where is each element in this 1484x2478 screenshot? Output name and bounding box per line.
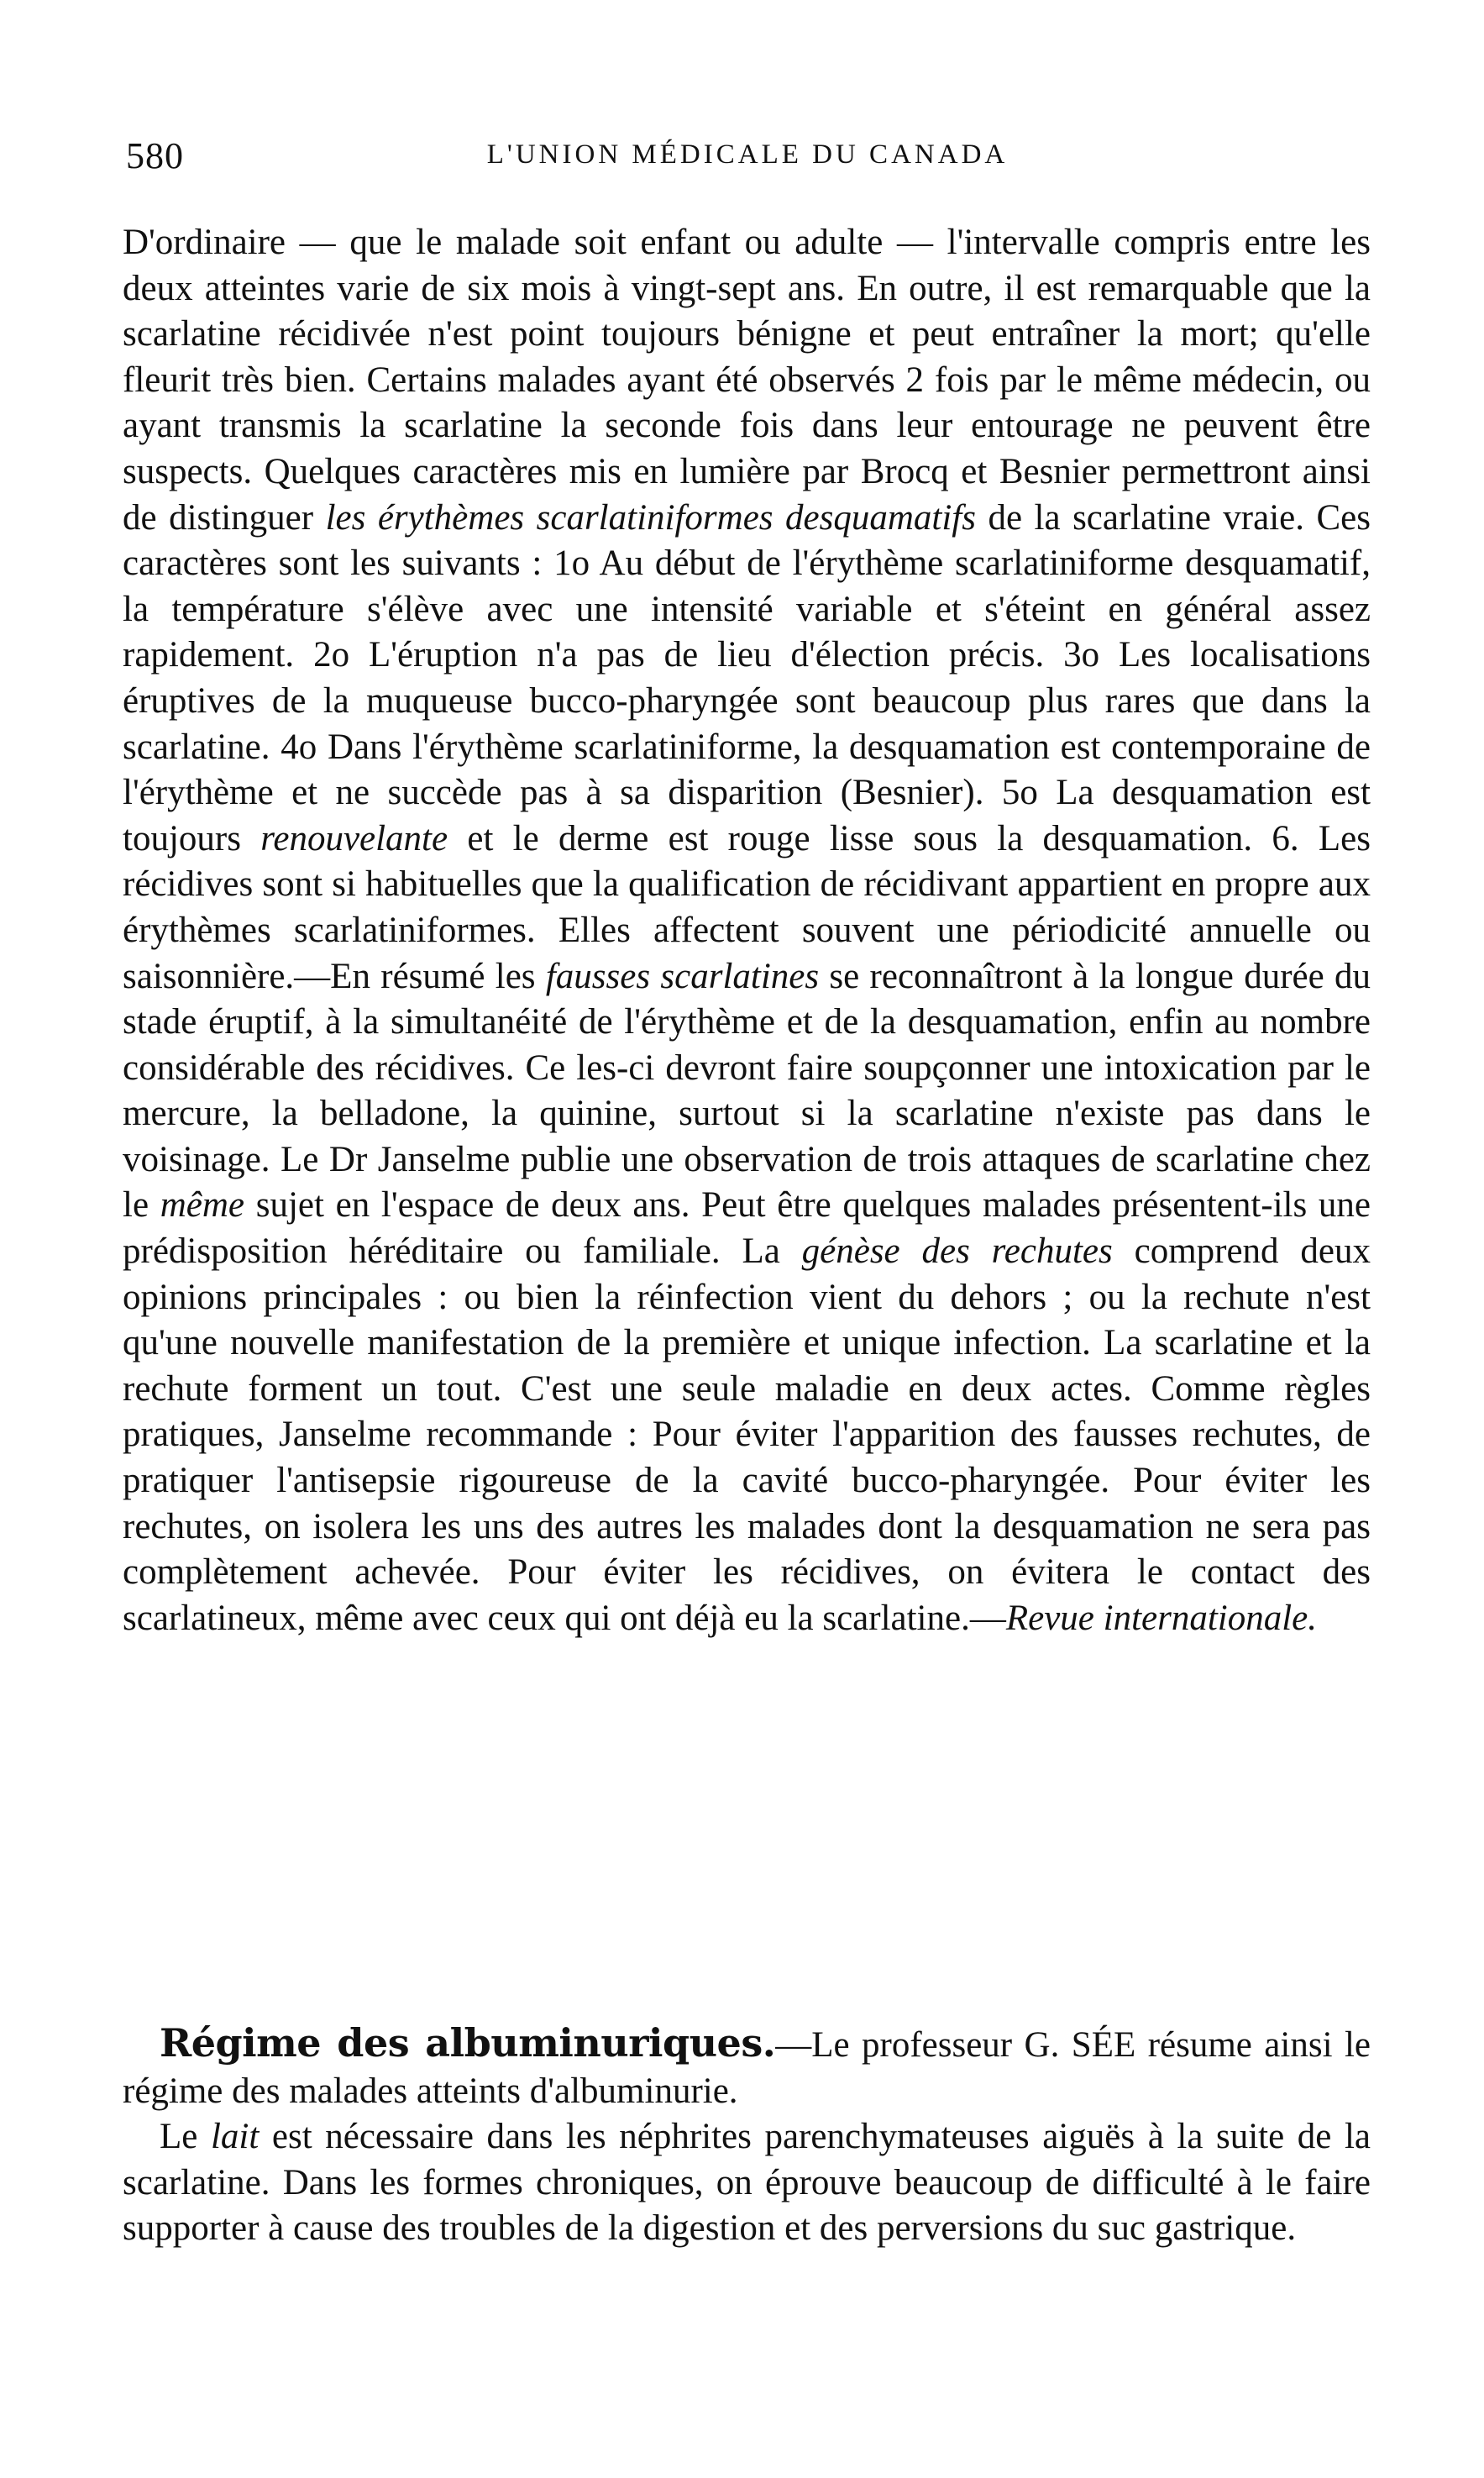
text-run: D'ordinaire — que le malade soit enfant ou adulte — l'intervalle compris entre les deux atteintes varie de six mois à vingt-sept ans. En outre, il est remarquable que la scarlatine récidivée n'est point toujours bénigne et peut entraîner la mort; qu'elle fleurit très bien. Certains malades ayant été observés 2 fois par le même médecin, ou ayant transmis la scarlatine la seconde fois dans leur entourage ne peuvent être suspects. Quelques caractères mis en lumière par Brocq et Besnier permettront ainsi de distinguer: [123, 223, 1371, 538]
running-title: L'UNION MÉDICALE DU CANADA: [486, 139, 1009, 170]
italic-term: génèse des rechutes: [801, 1231, 1113, 1272]
text-run: comprend deux opinions principales : ou bien la réinfection vient du dehors ; ou la rechute n'est qu'une nouvelle manifestation de la première et unique infection. La scarlatine et la rechute forment un tout. C'est une seule maladie en deux actes. Comme règles pratiques, Janselme recommande : Pour éviter l'apparition des fausses rechutes, de pratiquer l'antisepsie rigoureuse de la cavité bucco-pharyngée. Pour éviter les rechutes, on isolera les uns des autres les malades dont la desquamation ne sera pas complètement achevée. Pour éviter les récidives, on évitera le contact des scarlatineux, même avec ceux qui ont déjà eu la scarlatine.—: [123, 1231, 1371, 1638]
text-run: —Le professeur G. SÉE résume ainsi le régime des malades atteints d'albuminurie.: [123, 2025, 1371, 2111]
italic-term: lait: [210, 2117, 260, 2157]
scarlatina-paragraph: [123, 220, 1371, 1641]
page-header: [126, 134, 1369, 185]
albuminuria-paragraph: [123, 2114, 1371, 2252]
text-run: Le: [160, 2117, 211, 2157]
text-run: sujet en l'espace de deux ans. Peut être quelques malades présentent-ils une prédisposition héréditaire ou familiale. La: [123, 1185, 1371, 1272]
text-run: est nécessaire dans les néphrites parenchymateuses aiguës à la suite de la scarlatine. Dans les formes chroniques, on éprouve beaucoup de difficulté à le faire supporter à cause des troubles de la digestion et des perversions du suc gastrique.: [123, 2117, 1371, 2249]
italic-term: même: [160, 1185, 245, 1226]
text-run: et le derme est rouge lisse sous la desquamation. 6. Les récidives sont si habituelles que la qualification de récidivant appartient en propre aux érythèmes scarlatiniformes. Elles affectent souvent une périodicité annuelle ou saisonnière.—En résumé les: [123, 818, 1371, 996]
albuminuria-article: [123, 2020, 1371, 2252]
source-citation: Revue internationale.: [1005, 1598, 1318, 1638]
page-number: 580: [126, 135, 184, 176]
section-title: Régime des albuminuriques.: [160, 2020, 776, 2066]
text-run: de la scarlatine vraie. Ces caractères sont les suivants : 1o Au début de l'érythème scarlatiniforme desquamatif, la température s'élève avec une intensité variable et s'éteint en général assez rapidement. 2o L'éruption n'a pas de lieu d'élection précis. 3o Les localisations éruptives de la muqueuse bucco-pharyngée sont beaucoup plus rares que dans la scarlatine. 4o Dans l'érythème scarlatiniforme, la desquamation est contemporaine de l'érythème et ne succède pas à sa disparition (Besnier). 5o La desquamation est toujours: [123, 497, 1371, 858]
scarlatina-article: [123, 220, 1371, 1641]
italic-term: les érythèmes scarlatiniformes desquamatifs: [325, 497, 976, 538]
italic-term: renouvelante: [260, 818, 448, 858]
albuminuria-intro: [123, 2020, 1371, 2114]
italic-term: fausses scarlatines: [545, 956, 820, 996]
text-run: se reconnaîtront à la longue durée du stade éruptif, à la simultanéité de l'érythème et de la desquamation, enfin au nombre considérable des récidives. Ce les-ci devront faire soupçonner une intoxication par le mercure, la belladone, la quinine, surtout si la scarlatine n'existe pas dans le voisinage. Le Dr Janselme publie une observation de trois attaques de scarlatine chez le: [123, 956, 1371, 1226]
